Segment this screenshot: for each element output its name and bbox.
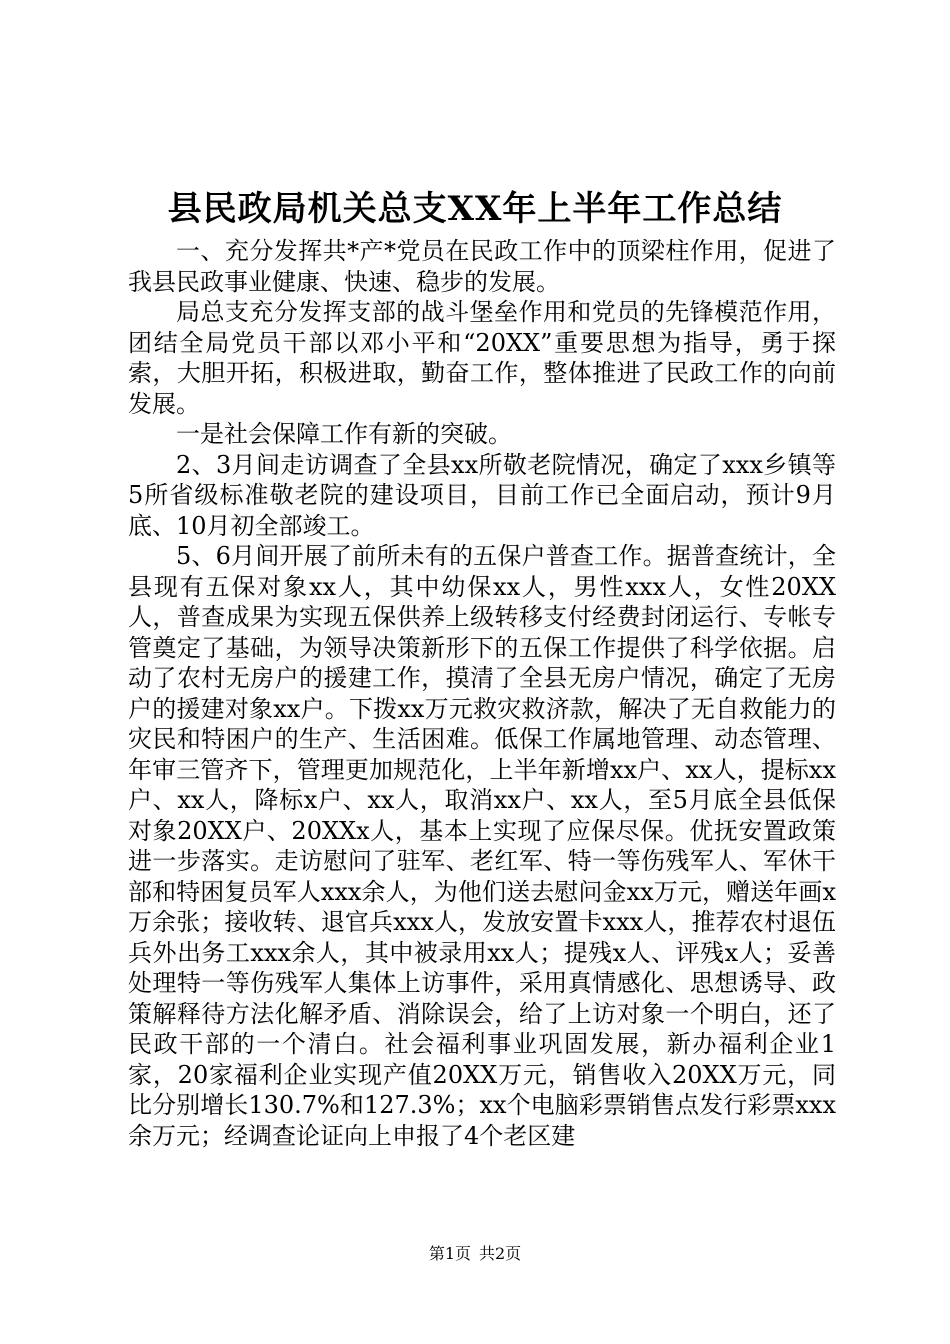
paragraph-4: 2、3月间走访调查了全县xx所敬老院情况，确定了xxx乡镇等5所省级标准敬老院的建设项目，目前工作已全面启动，预计9月底、10月初全部竣工。	[128, 450, 836, 540]
paragraph-2: 局总支充分发挥支部的战斗堡垒作用和党员的先锋模范作用，团结全局党员干部以邓小平和“20XX”重要思想为指导，勇于探索，大胆开拓，积极进取，勤奋工作，整体推进了民政工作的向前发展。	[128, 298, 836, 418]
page-total: 共2页	[479, 1244, 522, 1263]
page-footer	[0, 1243, 950, 1265]
page-number: 第1页	[428, 1244, 471, 1263]
document-body	[128, 236, 836, 1151]
paragraph-1: 一、充分发挥共*产*党员在民政工作中的顶梁柱作用，促进了我县民政事业健康、快速、稳步的发展。	[128, 237, 836, 296]
document-title: 县民政局机关总支XX年上半年工作总结	[167, 189, 783, 229]
paragraph-3: 一是社会保障工作有新的突破。	[176, 420, 512, 448]
paragraph-5: 5、6月间开展了前所未有的五保户普查工作。据普查统计，全县现有五保对象xx人，其中幼保xx人，男性xxx人，女性20XX人，普查成果为实现五保供养上级转移支付经费封闭运行、专帐专管奠定了基础，为领导决策新形下的五保工作提供了科学依据。启动了农村无房户的援建工作，摸清了全县无房户情况，确定了无房户的援建对象xx户。下拨xx万元救灾救济款，解决了无自救能力的灾民和特困户的生产、生活困难。低保工作属地管理、动态管理、年审三管齐下，管理更加规范化，上半年新增xx户、xx人，提标xx户、xx人，降标x户、xx人，取消xx户、xx人，至5月底全县低保对象20XX户、20XXx人，基本上实现了应保尽保。优抚安置政策进一步落实。走访慰问了驻军、老红军、特一等伤残军人、军休干部和特困复员军人xxx余人，为他们送去慰问金xx万元，赠送年画x万余张；接收转、退官兵xxx人，发放安置卡xxx人，推荐农村退伍兵外出务工xxx余人，其中被录用xx人；提残x人、评残x人；妥善处理特一等伤残军人集体上访事件，采用真情感化、思想诱导、政策解释待方法化解矛盾、消除误会，给了上访对象一个明白，还了民政干部的一个清白。社会福利事业巩固发展，新办福利企业1家，20家福利企业实现产值20XX万元，销售收入20XX万元，同比分别增长130.7%和127.3%；xx个电脑彩票销售点发行彩票xxx余万元；经调查论证向上申报了4个老区建	[128, 542, 836, 1150]
